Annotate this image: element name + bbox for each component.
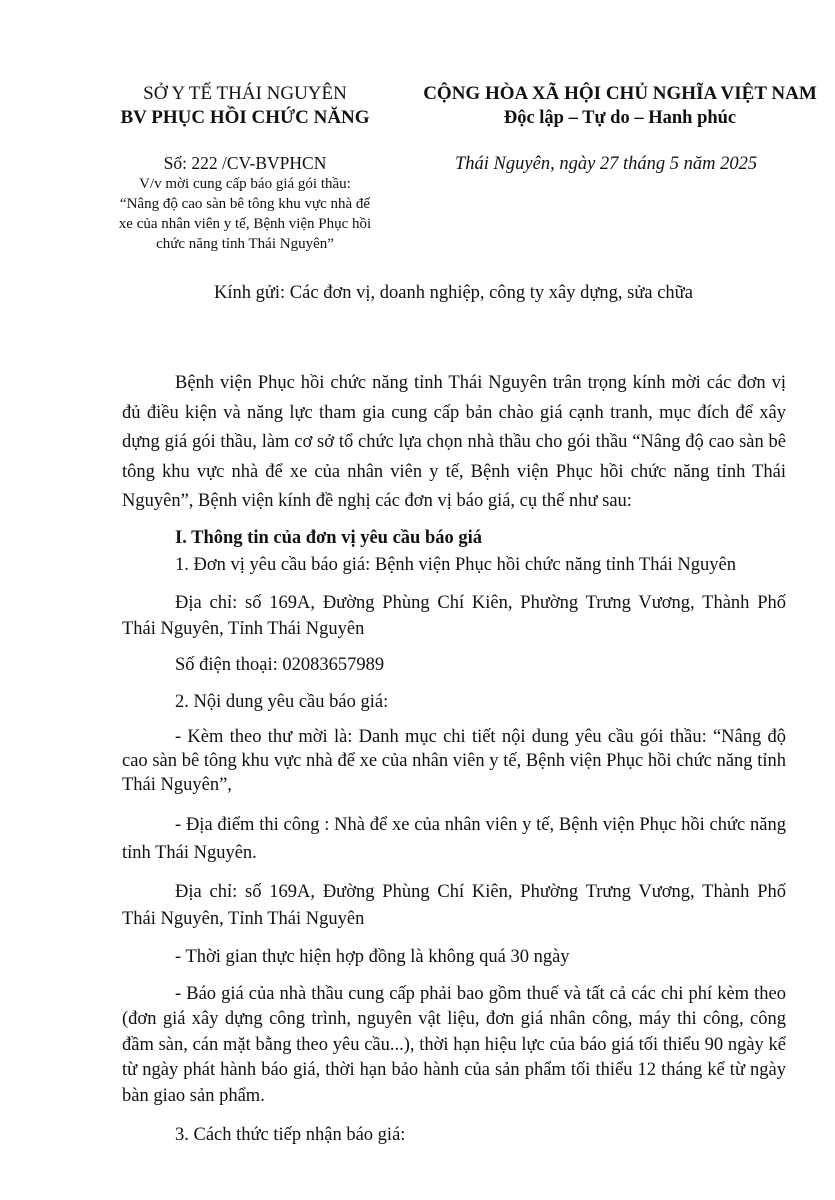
subject-line: “Nâng độ cao sàn bê tông khu vực nhà để bbox=[119, 196, 371, 212]
receipt-item: 3. Cách thức tiếp nhận báo giá: bbox=[175, 1125, 406, 1145]
document-number: Số: 222 /CV-BVPHCN bbox=[163, 153, 327, 173]
duration-bullet: - Thời gian thực hiện hợp đồng là không quá 30 ngày bbox=[175, 946, 570, 967]
document-body bbox=[122, 369, 786, 1148]
subject-line: V/v mời cung cấp báo giá gói thầu: bbox=[139, 176, 351, 192]
requirement-bullet: - Kèm theo thư mời là: Danh mục chi tiết nội dung yêu cầu gói thầu: “Nâng độ cao sàn bê tông khu vực nhà để xe của nhân viên y tế, Bệnh viện Phục hồi chức năng tỉnh Thái Nguyên”, bbox=[122, 726, 786, 795]
date-line: Thái Nguyên, ngày 27 tháng 5 năm 2025 bbox=[455, 154, 758, 174]
requester-item: 1. Đơn vị yêu cầu báo giá: Bệnh viện Phục hồi chức năng tỉnh Thái Nguyên bbox=[175, 554, 736, 575]
recipient-line: Kính gửi: Các đơn vị, doanh nghiệp, công ty xây dựng, sửa chữa bbox=[214, 283, 693, 303]
subject-line: chức năng tỉnh Thái Nguyên” bbox=[156, 236, 334, 252]
subject-line: xe của nhân viên y tế, Bệnh viện Phục hồi bbox=[118, 216, 372, 232]
hospital-name: BV PHỤC HỒI CHỨC NĂNG bbox=[120, 107, 370, 128]
site-address: Địa chỉ: số 169A, Đường Phùng Chí Kiên, Phường Trưng Vương, Thành Phố Thái Nguyên, Tỉnh Thái Nguyên bbox=[122, 881, 786, 929]
site-bullet: - Địa điểm thi công : Nhà để xe của nhân viên y tế, Bệnh viện Phục hồi chức năng tỉnh Thái Nguyên. bbox=[122, 814, 786, 863]
department-name: SỞ Y TẾ THÁI NGUYÊN bbox=[143, 83, 347, 104]
subject-block bbox=[95, 174, 395, 254]
national-heading bbox=[400, 82, 835, 130]
pricing-bullet: - Báo giá của nhà thầu cung cấp phải bao gồm thuế và tất cả các chi phí kèm theo (đơn giá xây dựng công trình, nguyên vật liệu, đơn giá nhân công, máy thi công, công đầm sàn, cán mặt bằng theo yêu cầu...), thời hạn hiệu lực của báo giá tối thiểu 90 ngày kể từ ngày phát hành báo giá, thời hạn bảo hành của sản phẩm tối thiểu 12 tháng kể từ ngày bàn giao sản phẩm. bbox=[122, 983, 786, 1106]
requester-phone: Số điện thoại: 02083657989 bbox=[175, 654, 385, 675]
national-name: CỘNG HÒA XÃ HỘI CHỦ NGHĨA VIỆT NAM bbox=[423, 83, 817, 104]
intro-paragraph: Bệnh viện Phục hồi chức năng tỉnh Thái Nguyên trân trọng kính mời các đơn vị đủ điều kiện và năng lực tham gia cung cấp bản chào giá cạnh tranh, mục đích để xây dựng giá gói thầu, làm cơ sở tổ chức lựa chọn nhà thầu cho gói thầu “Nâng độ cao sàn bê tông khu vực nhà để xe của nhân viên y tế, Bệnh viện Phục hồi chức năng tỉnh Thái Nguyên”, Bệnh viện kính đề nghị các đơn vị báo giá, cụ thể như sau: bbox=[122, 373, 786, 511]
requester-address: Địa chỉ: số 169A, Đường Phùng Chí Kiên, Phường Trưng Vương, Thành Phố Thái Nguyên, Tỉnh Thái Nguyên bbox=[122, 592, 786, 639]
content-item: 2. Nội dung yêu cầu báo giá: bbox=[175, 691, 389, 712]
national-motto: Độc lập – Tự do – Hanh phúc bbox=[503, 108, 737, 128]
issuer-block bbox=[95, 82, 395, 130]
section-heading: I. Thông tin của đơn vị yêu cầu báo giá bbox=[175, 527, 483, 548]
